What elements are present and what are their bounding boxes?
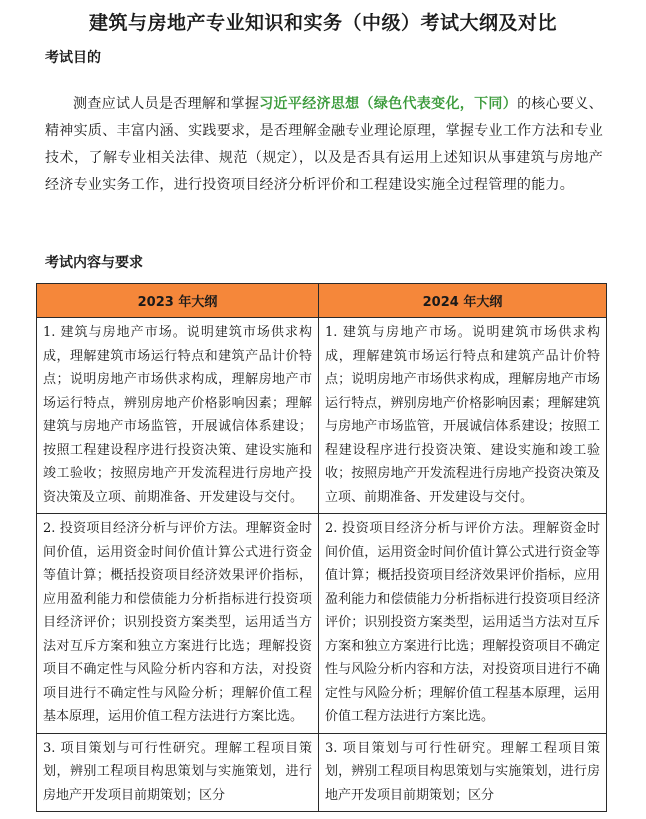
purpose-rest: 的核心要义、精神实质、丰富内涵、实践要求，是否理解金融专业理论原理，掌握专业工作方法和专业技术，了解专业相关法律、规范（规定），以及是否具有运用上述知识从事建筑与房地产经济专业实务工作，进行投资项目经济分析评价和工程建设实施全过程管理的能力。 bbox=[45, 96, 603, 193]
section-heading-content: 考试内容与要求 bbox=[45, 255, 143, 271]
cell-2023-item-2: 2. 投资项目经济分析与评价方法。理解资金时间价值，运用资金时间价值计算公式进行资金等值计算；概括投资项目经济效果评价指标，应用盈利能力和偿债能力分析指标进行投资项目经济评价；识别投资方案类型，运用适当方法对互斥方案和独立方案进行比选；理解投资项目不确定性与风险分析内容和方法，对投资项目进行不确定性与风险分析；理解价值工程基本原理，运用价值工程方法进行方案比选。 bbox=[37, 514, 319, 734]
cell-2023-item-1: 1. 建筑与房地产市场。说明建筑市场供求构成，理解建筑市场运行特点和建筑产品计价特点；说明房地产市场供求构成，理解房地产市场运行特点，辨别房地产价格影响因素；理解建筑与房地产市场监管，开展诚信体系建设；按照工程建设程序进行投资决策、建设实施和竣工验收；按照房地产开发流程进行房地产投资决策及立项、前期准备、开发建设与交付。 bbox=[37, 318, 319, 514]
cell-2024-item-3: 3. 项目策划与可行性研究。理解工程项目策划，辨别工程项目构思策划与实施策划，进行房地产开发项目前期策划；区分 bbox=[319, 733, 607, 812]
purpose-highlight: 习近平经济思想（绿色代表变化，下同） bbox=[259, 96, 518, 112]
header-2024: 2024 年大纲 bbox=[319, 284, 607, 318]
purpose-paragraph bbox=[45, 91, 603, 199]
header-2023: 2023 年大纲 bbox=[37, 284, 319, 318]
table-header-row bbox=[37, 284, 607, 318]
table-row bbox=[37, 318, 607, 514]
cell-2024-item-2: 2. 投资项目经济分析与评价方法。理解资金时间价值，运用资金时间价值计算公式进行资金等值计算；概括投资项目经济效果评价指标，应用盈利能力和偿债能力分析指标进行投资项目经济评价；识别投资方案类型，运用适当方法对互斥方案和独立方案进行比选；理解投资项目不确定性与风险分析内容和方法，对投资项目进行不确定性与风险分析；理解价值工程基本原理，运用价值工程方法进行方案比选。 bbox=[319, 514, 607, 734]
cell-2023-item-3: 3. 项目策划与可行性研究。理解工程项目策划，辨别工程项目构思策划与实施策划，进行房地产开发项目前期策划；区分 bbox=[37, 733, 319, 812]
section-heading-purpose: 考试目的 bbox=[45, 50, 101, 66]
comparison-table bbox=[36, 283, 607, 812]
table-row bbox=[37, 733, 607, 812]
cell-2024-item-1: 1. 建筑与房地产市场。说明建筑市场供求构成，理解建筑市场运行特点和建筑产品计价特点；说明房地产市场供求构成，理解房地产市场运行特点，辨别房地产价格影响因素；理解建筑与房地产市场监管，开展诚信体系建设；按照工程建设程序进行投资决策、建设实施和竣工验收；按照房地产开发流程进行房地产投资决策及立项、前期准备、开发建设与交付。 bbox=[319, 318, 607, 514]
table-row bbox=[37, 514, 607, 734]
purpose-lead: 测查应试人员是否理解和掌握 bbox=[73, 96, 260, 112]
document-title: 建筑与房地产专业知识和实务（中级）考试大纲及对比 bbox=[88, 12, 557, 34]
